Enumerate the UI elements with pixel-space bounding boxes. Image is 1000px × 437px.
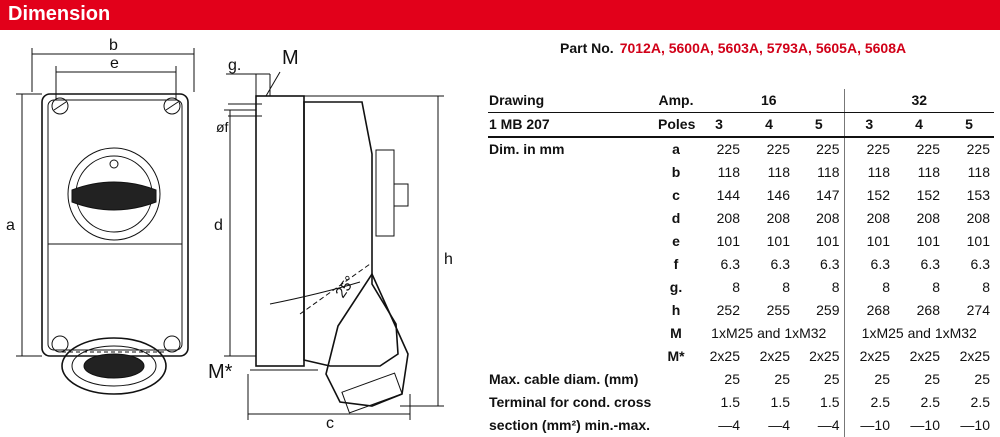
table-header-row: Drawing Amp. 16 32: [488, 89, 994, 113]
switch-handle: [72, 182, 156, 210]
dim-h-label: h: [444, 251, 453, 268]
table-row: section (mm²) min.-max. —4 —4 —4 —10 —10 —10: [488, 414, 994, 437]
table-row: Dim. in mm a 225 225 225 225 225 225: [488, 137, 994, 161]
dim-d-label: d: [214, 217, 223, 234]
table-row: b 118 118 118 118 118 118: [488, 161, 994, 184]
table-row: h 252 255 259 268 268 274: [488, 299, 994, 322]
table-row: Terminal for cond. cross 1.5 1.5 1.5 2.5 2.5 2.5: [488, 391, 994, 414]
dim-phi-f-label: øf: [216, 119, 229, 135]
front-housing-inner: [48, 100, 182, 350]
dimension-drawing: [0, 34, 480, 430]
table-row: Max. cable diam. (mm) 25 25 25 25 25 25: [488, 368, 994, 391]
table-row: d 208 208 208 208 208 208: [488, 207, 994, 230]
part-number-label: Part No.: [560, 40, 614, 56]
table-row: e 101 101 101 101 101 101: [488, 230, 994, 253]
table-row: c 144 146 147 152 152 153: [488, 184, 994, 207]
side-housing: [256, 96, 304, 366]
table-row: g. 8 8 8 8 8 8: [488, 276, 994, 299]
part-number-value: 7012A, 5600A, 5603A, 5793A, 5605A, 5608A: [619, 40, 907, 56]
dim-e-label: e: [110, 55, 119, 72]
side-cover: [304, 102, 398, 366]
table-header-row: 1 MB 207 Poles 3 4 5 3 4 5: [488, 113, 994, 138]
front-housing: [42, 94, 188, 356]
section-header: [0, 0, 1000, 30]
table-row: M 1xM25 and 1xM32 1xM25 and 1xM32: [488, 322, 994, 345]
angle-label: 25°: [332, 272, 360, 302]
dim-g-label: g.: [228, 57, 242, 74]
dimension-table: [488, 89, 994, 437]
dim-a-label: a: [6, 217, 15, 234]
dim-c-label: c: [326, 415, 334, 430]
side-knob: [376, 150, 394, 236]
dim-m-label: M: [282, 47, 299, 69]
section-title: Dimension: [8, 3, 111, 25]
dim-m-star-label: M*: [208, 361, 233, 383]
table-row: f 6.3 6.3 6.3 6.3 6.3 6.3: [488, 253, 994, 276]
table-row: M* 2x25 2x25 2x25 2x25 2x25 2x25: [488, 345, 994, 368]
part-number: [560, 40, 906, 56]
dim-b-label: b: [109, 37, 118, 54]
